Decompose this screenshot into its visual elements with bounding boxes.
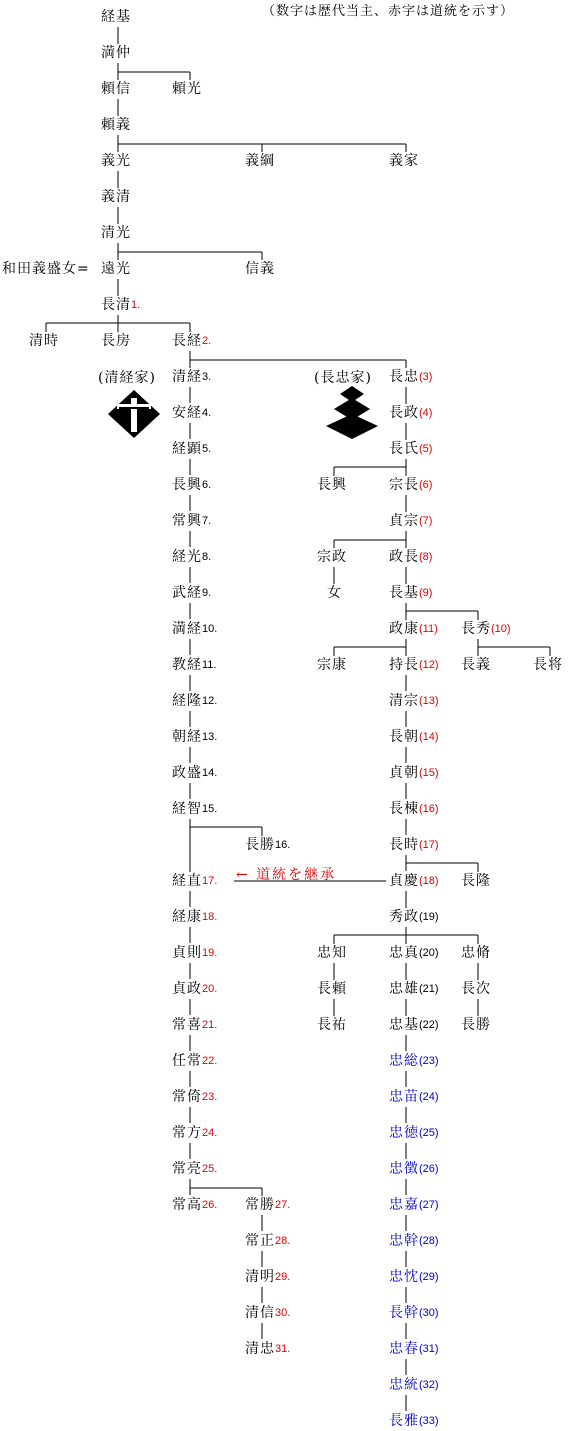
person-name: 長清 <box>101 297 131 313</box>
generation-number: 21. <box>202 1019 218 1031</box>
person-t23 <box>389 1053 439 1069</box>
generation-number: 20. <box>202 983 218 995</box>
person-t28 <box>389 1233 439 1249</box>
generation-number: 14. <box>202 767 218 779</box>
person-name: 清光 <box>101 225 131 241</box>
person-name: 義光 <box>101 153 131 169</box>
person-k18 <box>172 909 217 925</box>
person-k6 <box>172 477 211 493</box>
generation-number: 12. <box>202 695 218 707</box>
person-t20 <box>389 945 439 961</box>
person-name: 忠雄 <box>389 981 419 997</box>
generation-number: (3) <box>419 371 433 383</box>
stacked-diamond-crest-icon <box>324 384 380 440</box>
person-name: 貞政 <box>172 981 202 997</box>
person-name: 忠知 <box>317 945 347 961</box>
generation-number: 5. <box>202 443 212 455</box>
person-t15 <box>389 765 439 781</box>
person-k26 <box>172 1197 217 1213</box>
person-name: 頼義 <box>101 117 131 133</box>
person-name: 義綱 <box>245 153 275 169</box>
person-k17 <box>172 873 217 889</box>
generation-number: (12) <box>419 659 439 671</box>
person-name: 長時 <box>389 837 419 853</box>
generation-number: 10. <box>202 623 218 635</box>
generation-number: (27) <box>419 1199 439 1211</box>
generation-number: 2. <box>202 335 212 347</box>
legend-note: （数字は歴代当主、赤字は道統を示す） <box>262 4 515 19</box>
person-t31 <box>389 1341 439 1357</box>
person-t7c <box>327 585 342 601</box>
person-name: 貞朝 <box>389 765 419 781</box>
person-name: 長勝 <box>245 837 275 853</box>
person-name: 長義 <box>461 657 491 673</box>
generation-number: 23. <box>202 1091 218 1103</box>
person-t21 <box>389 981 439 997</box>
person-name: 和田義盛女= <box>2 261 90 277</box>
person-name: 貞宗 <box>389 513 419 529</box>
person-k9 <box>172 585 211 601</box>
person-k8 <box>172 549 211 565</box>
person-k19 <box>172 945 217 961</box>
person-name: 満経 <box>172 621 202 637</box>
person-t18 <box>389 873 439 889</box>
person-name: 長祐 <box>317 1017 347 1033</box>
person-t18b <box>461 873 491 889</box>
generation-number: 11. <box>202 659 217 671</box>
person-name: 長勝 <box>461 1017 491 1033</box>
person-name: 常倚 <box>172 1089 202 1105</box>
person-n_yoshimitsu <box>101 153 131 169</box>
generation-number: (22) <box>419 1019 439 1031</box>
family-label-nagatada: (長忠家) <box>314 370 372 386</box>
generation-number: 8. <box>202 551 212 563</box>
person-n_wada <box>2 261 90 277</box>
person-name: 任常 <box>172 1053 202 1069</box>
generation-number: 29. <box>275 1271 291 1283</box>
person-k13 <box>172 729 217 745</box>
person-name: 宗康 <box>317 657 347 673</box>
person-name: 長氏 <box>389 441 419 457</box>
person-t19 <box>389 909 439 925</box>
person-n_nobuyoshi <box>245 261 275 277</box>
person-k5 <box>172 441 211 457</box>
person-t24 <box>389 1089 439 1105</box>
person-k11 <box>172 657 216 673</box>
person-k20 <box>172 981 217 997</box>
person-t5b <box>317 477 347 493</box>
person-t16 <box>389 801 439 817</box>
person-n_yoshiie <box>389 153 419 169</box>
generation-number: 28. <box>275 1235 291 1247</box>
person-name: 常高 <box>172 1197 202 1213</box>
person-t33 <box>389 1413 439 1429</box>
generation-number: (32) <box>419 1379 439 1391</box>
person-k7 <box>172 513 211 529</box>
person-k29 <box>245 1269 290 1285</box>
generation-number: (9) <box>419 587 433 599</box>
person-name: 経隆 <box>172 693 202 709</box>
person-n_nagafusa <box>101 333 131 349</box>
generation-number: 22. <box>202 1055 218 1067</box>
generation-number: (15) <box>419 767 439 779</box>
person-t11b <box>317 657 347 673</box>
generation-number: (21) <box>419 983 439 995</box>
generation-number: 30. <box>275 1307 291 1319</box>
person-t25 <box>389 1125 439 1141</box>
person-name: 経直 <box>172 873 202 889</box>
person-k3 <box>172 369 211 385</box>
person-name: 武経 <box>172 585 202 601</box>
person-t4 <box>389 405 432 421</box>
person-t26 <box>389 1161 439 1177</box>
person-name: 忠幹 <box>389 1233 419 1249</box>
generation-number: 7. <box>202 515 212 527</box>
person-name: 清明 <box>245 1269 275 1285</box>
person-name: 清信 <box>245 1305 275 1321</box>
person-k4 <box>172 405 211 421</box>
person-name: 頼信 <box>101 81 131 97</box>
generation-number: (4) <box>419 407 433 419</box>
person-name: 頼光 <box>172 81 202 97</box>
cross-crest-icon <box>106 388 162 440</box>
person-k28 <box>245 1233 290 1249</box>
person-t20c <box>461 945 491 961</box>
generation-number: 17. <box>202 875 218 887</box>
person-name: 秀政 <box>389 909 419 925</box>
person-name: 清経 <box>172 369 202 385</box>
person-n_yoshikiyo <box>101 189 131 205</box>
generation-number: (11) <box>419 623 438 635</box>
generation-number: 16. <box>275 839 291 851</box>
person-name: 長幹 <box>389 1305 419 1321</box>
person-name: 長経 <box>172 333 202 349</box>
generation-number: (13) <box>419 695 439 707</box>
person-name: 忠基 <box>389 1017 419 1033</box>
person-name: 常方 <box>172 1125 202 1141</box>
generation-number: (5) <box>419 443 433 455</box>
generation-number: 9. <box>202 587 212 599</box>
person-name: 清時 <box>29 333 59 349</box>
person-n_nagatsune <box>172 333 211 349</box>
succession-arrow-label: ← 道統を継承 <box>236 867 337 883</box>
person-name: 長忠 <box>389 369 419 385</box>
person-name: 宗長 <box>389 477 419 493</box>
person-t6 <box>389 477 432 493</box>
person-name: 遠光 <box>101 261 131 277</box>
person-name: 政長 <box>389 549 419 565</box>
person-t27 <box>389 1197 439 1213</box>
generation-number: 3. <box>202 371 212 383</box>
person-t22c <box>461 1017 491 1033</box>
person-t10 <box>461 621 511 637</box>
person-name: 持長 <box>389 657 419 673</box>
person-k23 <box>172 1089 217 1105</box>
generation-number: (10) <box>491 623 511 635</box>
person-t17 <box>389 837 439 853</box>
person-t13 <box>389 693 439 709</box>
family-label-kiyotsune: (清経家) <box>98 370 156 386</box>
generation-number: 18. <box>202 911 218 923</box>
generation-number: (25) <box>419 1127 439 1139</box>
generation-number: (19) <box>419 911 439 923</box>
person-name: 忠脩 <box>461 945 491 961</box>
person-name: 貞慶 <box>389 873 419 889</box>
generation-number: (18) <box>419 875 439 887</box>
person-name: 満仲 <box>101 45 131 61</box>
person-k31 <box>245 1341 290 1357</box>
person-name: 忠徳 <box>389 1125 419 1141</box>
person-k21 <box>172 1017 217 1033</box>
person-name: 長興 <box>172 477 202 493</box>
person-n_nagakiyo <box>101 297 140 313</box>
person-name: 忠春 <box>389 1341 419 1357</box>
person-name: 経光 <box>172 549 202 565</box>
generation-number: (17) <box>419 839 439 851</box>
person-n_yoriyoshi <box>101 117 131 133</box>
person-name: 安経 <box>172 405 202 421</box>
person-k10 <box>172 621 217 637</box>
person-t29 <box>389 1269 439 1285</box>
person-name: 忠徴 <box>389 1161 419 1177</box>
person-t14 <box>389 729 439 745</box>
person-k22 <box>172 1053 217 1069</box>
person-name: 義清 <box>101 189 131 205</box>
person-name: 忠真 <box>389 945 419 961</box>
person-t32 <box>389 1377 439 1393</box>
person-name: 長頼 <box>317 981 347 997</box>
person-t3 <box>389 369 432 385</box>
person-name: 長興 <box>317 477 347 493</box>
person-t12b <box>461 657 491 673</box>
person-t20a <box>317 945 347 961</box>
person-t21c <box>461 981 491 997</box>
person-name: 長棟 <box>389 801 419 817</box>
generation-number: (30) <box>419 1307 439 1319</box>
generation-number: (16) <box>419 803 439 815</box>
generation-number: (33) <box>419 1415 439 1427</box>
person-t30 <box>389 1305 439 1321</box>
person-name: 長朝 <box>389 729 419 745</box>
person-t8 <box>389 549 432 565</box>
person-name: 常興 <box>172 513 202 529</box>
person-t11 <box>389 621 438 637</box>
generation-number: (24) <box>419 1091 439 1103</box>
person-name: 宗政 <box>317 549 347 565</box>
person-n_kiyotoki <box>29 333 59 349</box>
person-name: 忠統 <box>389 1377 419 1393</box>
person-n_yorinobu <box>101 81 131 97</box>
person-name: 信義 <box>245 261 275 277</box>
person-name: 常亮 <box>172 1161 202 1177</box>
person-t12 <box>389 657 439 673</box>
generation-number: 15. <box>202 803 218 815</box>
person-k12 <box>172 693 217 709</box>
person-name: 朝経 <box>172 729 202 745</box>
generation-number: 25. <box>202 1163 218 1175</box>
person-name: 経康 <box>172 909 202 925</box>
person-name: 長雅 <box>389 1413 419 1429</box>
person-n_kiyomitsu <box>101 225 131 241</box>
generation-number: 24. <box>202 1127 218 1139</box>
generation-number: (29) <box>419 1271 439 1283</box>
generation-number: 13. <box>202 731 218 743</box>
person-name: 忠嘉 <box>389 1197 419 1213</box>
generation-number: 27. <box>275 1199 291 1211</box>
person-name: 長次 <box>461 981 491 997</box>
person-n_toomitsu <box>101 261 131 277</box>
generation-number: (26) <box>419 1163 439 1175</box>
person-t22 <box>389 1017 439 1033</box>
person-t21a <box>317 981 347 997</box>
person-name: 経基 <box>101 9 131 25</box>
person-k15 <box>172 801 217 817</box>
person-n_mitsunaka <box>101 45 131 61</box>
generation-number: 19. <box>202 947 218 959</box>
person-name: 経顕 <box>172 441 202 457</box>
generation-number: (7) <box>419 515 433 527</box>
generation-number: (28) <box>419 1235 439 1247</box>
person-k27 <box>245 1197 290 1213</box>
person-name: 経智 <box>172 801 202 817</box>
generation-number: (23) <box>419 1055 439 1067</box>
person-k30 <box>245 1305 290 1321</box>
person-name: 教経 <box>172 657 202 673</box>
person-name: 常喜 <box>172 1017 202 1033</box>
person-t7 <box>389 513 432 529</box>
person-t12c <box>533 657 563 673</box>
generation-number: (8) <box>419 551 433 563</box>
person-name: 義家 <box>389 153 419 169</box>
generation-number: 6. <box>202 479 212 491</box>
generation-number: 26. <box>202 1199 218 1211</box>
person-n_yoshitsuna <box>245 153 275 169</box>
person-name: 政盛 <box>172 765 202 781</box>
person-k16 <box>245 837 290 853</box>
person-name: 清忠 <box>245 1341 275 1357</box>
person-name: 長秀 <box>461 621 491 637</box>
person-name: 女 <box>327 585 342 601</box>
person-t22a <box>317 1017 347 1033</box>
person-k24 <box>172 1125 217 1141</box>
person-name: 忠総 <box>389 1053 419 1069</box>
person-t5 <box>389 441 432 457</box>
person-name: 長房 <box>101 333 131 349</box>
generation-number: (14) <box>419 731 439 743</box>
person-t7b <box>317 549 347 565</box>
generation-number: 4. <box>202 407 212 419</box>
generation-number: (31) <box>419 1343 439 1355</box>
person-name: 常正 <box>245 1233 275 1249</box>
person-name: 忠忱 <box>389 1269 419 1285</box>
person-name: 長隆 <box>461 873 491 889</box>
person-name: 忠苗 <box>389 1089 419 1105</box>
person-k25 <box>172 1161 217 1177</box>
person-name: 長将 <box>533 657 563 673</box>
person-n_keimoto <box>101 9 131 25</box>
person-n_yorimitsu <box>172 81 202 97</box>
generation-number: (20) <box>419 947 439 959</box>
generation-number: (6) <box>419 479 433 491</box>
person-name: 長基 <box>389 585 419 601</box>
person-name: 政康 <box>389 621 419 637</box>
person-t9 <box>389 585 432 601</box>
person-name: 長政 <box>389 405 419 421</box>
generation-number: 1. <box>131 299 141 311</box>
person-k14 <box>172 765 217 781</box>
generation-number: 31. <box>275 1343 291 1355</box>
person-name: 清宗 <box>389 693 419 709</box>
person-name: 常勝 <box>245 1197 275 1213</box>
person-name: 貞則 <box>172 945 202 961</box>
